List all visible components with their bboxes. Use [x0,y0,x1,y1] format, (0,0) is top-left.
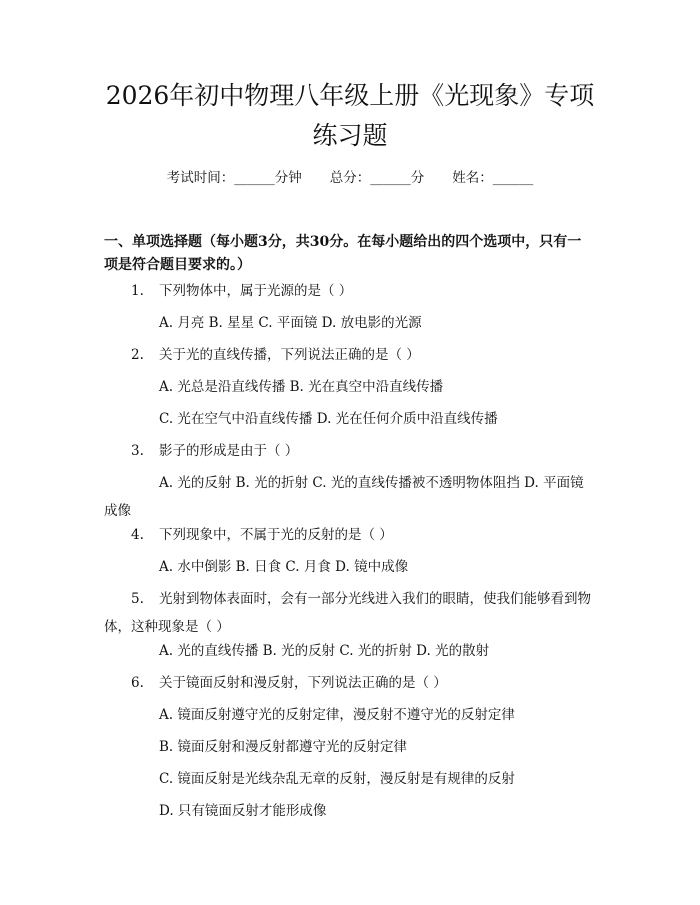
question-6-option-b [104,733,594,761]
question-text: 下列物体中，属于光源的是（ ） [159,283,353,299]
question-text: 影子的形成是由于（ ） [159,443,299,459]
question-text: 下列现象中，不属于光的反射的是（ ） [159,527,393,543]
question-6-option-d [104,797,594,825]
total-score: 总分：______分 [329,170,425,186]
question-number: 6. [131,675,144,691]
question-1 [104,277,594,305]
option-line: A. 光的直线传播 B. 光的反射 C. 光的折射 D. 光的散射 [159,643,490,659]
option-line: A. 镜面反射遵守光的反射定律，漫反射不遵守光的反射定律 [159,707,515,723]
title-line-1: 2026年初中物理八年级上册《光现象》专项 [105,81,595,110]
option-line: D. 只有镜面反射才能形成像 [159,803,327,819]
question-number: 5. [131,591,144,607]
question-text: 关于镜面反射和漫反射，下列说法正确的是（ ） [159,675,447,691]
option-line: A. 光总是沿直线传播 B. 光在真空中沿直线传播 [159,379,444,395]
question-4-options [104,553,594,581]
option-line: A. 水中倒影 B. 日食 C. 月食 D. 镜中成像 [159,559,409,575]
question-5-options [104,637,594,665]
option-line: B. 镜面反射和漫反射都遵守光的反射定律 [159,739,408,755]
question-text: 光射到物体表面时，会有一部分光线进入我们的眼睛，使我们能够看到物体，这种现象是（ ） [104,591,591,635]
exam-time: 考试时间：______分钟 [166,170,302,186]
question-6-option-a [104,701,594,729]
page-title [80,76,620,156]
question-number: 2. [131,347,144,363]
option-line: C. 光在空气中沿直线传播 D. 光在任何介质中沿直线传播 [159,411,498,427]
option-line: C. 镜面反射是光线杂乱无章的反射，漫反射是有规律的反射 [159,771,515,787]
student-name: 姓名：______ [452,170,534,186]
question-number: 4. [131,527,144,543]
question-2-options-1 [104,373,594,401]
title-line-2: 练习题 [312,121,388,150]
question-4 [104,521,594,549]
section-heading: 一、单项选择题（每小题3分，共30分。在每小题给出的四个选项中，只有一项是符合题目要求的。） [104,234,582,273]
option-line: A. 月亮 B. 星星 C. 平面镜 D. 放电影的光源 [159,315,422,331]
question-3-options: A. 光的反射 B. 光的折射 C. 光的直线传播被不透明物体阻挡 D. 平面镜成像 [104,475,584,519]
question-2-options-2 [104,405,594,433]
question-5 [104,585,594,641]
question-number: 1. [131,283,144,299]
question-text: 关于光的直线传播，下列说法正确的是（ ） [159,347,420,363]
question-6-option-c [104,765,594,793]
question-6 [104,669,594,697]
question-1-options [104,309,594,337]
exam-meta [100,168,600,188]
question-number: 3. [131,443,144,459]
question-2 [104,341,594,369]
question-3 [104,437,594,465]
